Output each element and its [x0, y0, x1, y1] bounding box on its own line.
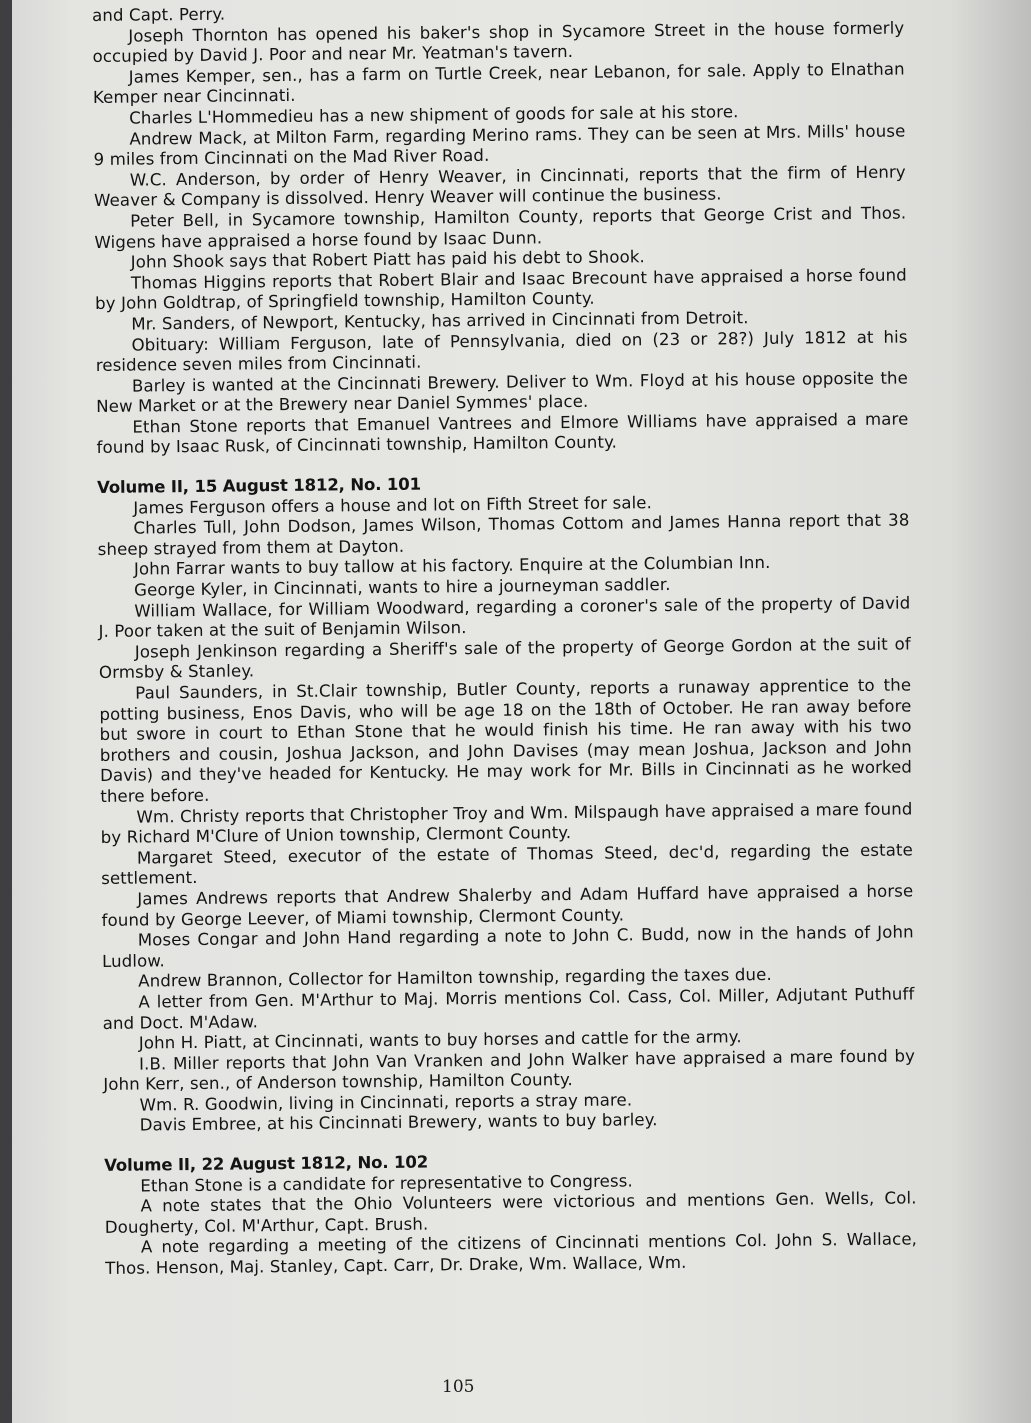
- entry: John Farrar wants to buy tallow at his factory. Enquire at the Columbian Inn.: [133, 553, 771, 580]
- text-column: [92, 0, 917, 1280]
- issue-heading: Volume II, 22 August 1812, No. 102: [104, 1152, 429, 1175]
- entry: Joseph Thornton has opened his baker's shop in Sycamore Street in the house formerly occupied by David J. Poor and near Mr. Yeatman's tavern.: [92, 18, 905, 67]
- book-page: [12, 0, 1031, 1423]
- entry: George Kyler, in Cincinnati, wants to hire a journeyman saddler.: [134, 575, 671, 600]
- entry: Moses Congar and John Hand regarding a note to John C. Budd, now in the hands of John Ludlow.: [101, 922, 914, 971]
- issue-heading: Volume II, 15 August 1812, No. 101: [96, 474, 421, 498]
- entry: Paul Saunders, in St.Clair township, Butler County, reports a runaway apprentice to the potting business, Enos Davis, who will be age 18 on the 18th of October. He ran away before but swore in court to Ethan Stone that he would finish his time. He ran away with his two brothers and cousin, Joshua Jackson, and John Davises (may mean Joshua, Jackson and John Davis) and they've headed for Kentucky. He may work for Mr. Bills in Cincinnati as he worked there before.: [99, 675, 913, 806]
- entry: Charles L'Hommedieu has a new shipment of goods for sale at his store.: [129, 102, 739, 128]
- entry: Ethan Stone is a candidate for representative to Congress.: [140, 1171, 633, 1196]
- entry: A letter from Gen. M'Arthur to Maj. Morris mentions Col. Cass, Col. Miller, Adjutant Puthuff and Doct. M'Adaw.: [102, 984, 915, 1033]
- entry: A note regarding a meeting of the citizens of Cincinnati mentions Col. John S. Wallace, Thos. Henson, Maj. Stanley, Capt. Carr, Dr. Drake, Wm. Wallace, Wm.: [105, 1229, 918, 1278]
- page-number: 105: [442, 1377, 475, 1397]
- entry: James Andrews reports that Andrew Shalerby and Adam Huffard have appraised a horse found by George Leever, of Miami township, Clermont County.: [101, 881, 914, 930]
- entry: Thomas Higgins reports that Robert Blair and Isaac Brecount have appraised a horse found by John Goldtrap, of Springfield township, Hamilton County.: [95, 265, 907, 314]
- entry: Wm. Christy reports that Christopher Troy and Wm. Milspaugh have appraised a mare found by Richard M'Clure of Union township, Clermont County.: [100, 799, 913, 848]
- entry: Andrew Brannon, Collector for Hamilton township, regarding the taxes due.: [138, 965, 772, 991]
- entry: W.C. Anderson, by order of Henry Weaver, in Cincinnati, reports that the firm of Henry Weaver & Company is dissolved. Henry Weaver will continue the business.: [93, 162, 906, 211]
- entry: A note states that the Ohio Volunteers were victorious and mentions Gen. Wells, Col. Dougherty, Col. M'Arthur, Capt. Brush.: [104, 1188, 917, 1237]
- entry: Andrew Mack, at Milton Farm, regarding Merino rams. They can be seen at Mrs. Mills' house 9 miles from Cincinnati on the Mad River Road.: [93, 121, 906, 170]
- entry: Wm. R. Goodwin, living in Cincinnati, reports a stray mare.: [139, 1090, 633, 1115]
- entry: Davis Embree, at his Cincinnati Brewery, wants to buy barley.: [139, 1110, 658, 1136]
- entry: Joseph Jenkinson regarding a Sheriff's sale of the property of George Gordon at the suit of Ormsby & Stanley.: [98, 634, 911, 683]
- entry: Obituary: William Ferguson, late of Pennsylvania, died on (23 or 28?) July 1812 at his residence seven miles from Cincinnati.: [95, 326, 908, 376]
- entry: Peter Bell, in Sycamore township, Hamilton County, reports that George Crist and Thos. Wigens have appraised a horse found by Isaac Dunn.: [94, 203, 907, 252]
- entry: John Shook says that Robert Piatt has paid his debt to Shook.: [130, 247, 645, 272]
- entry: James Kemper, sen., has a farm on Turtle Creek, near Lebanon, for sale. Apply to Elnathan Kemper near Cincinnati.: [92, 59, 905, 108]
- entry: Margaret Steed, executor of the estate of Thomas Steed, dec'd, regarding the estate settlement.: [101, 840, 913, 889]
- entry: Barley is wanted at the Cincinnati Brewery. Deliver to Wm. Floyd at his house opposite the New Market or at the Brewery near Daniel Symmes' place.: [96, 368, 909, 417]
- entry: Charles Tull, John Dodson, James Wilson, Thomas Cottom and James Hanna report that 38 sheep strayed from them at Dayton.: [97, 510, 910, 559]
- entry: Mr. Sanders, of Newport, Kentucky, has arrived in Cincinnati from Detroit.: [131, 308, 749, 334]
- entry: John H. Piatt, at Cincinnati, wants to buy horses and cattle for the army.: [138, 1027, 742, 1053]
- entry: I.B. Miller reports that John Van Vranken and John Walker have appraised a mare found by John Kerr, sen., of Anderson township, Hamilton County.: [103, 1046, 916, 1095]
- entry: William Wallace, for William Woodward, regarding a coroner's sale of the property of David J. Poor taken at the suit of Benjamin Wilson.: [98, 593, 911, 642]
- entry-continuation: and Capt. Perry.: [92, 4, 226, 25]
- entry: James Ferguson offers a house and lot on Fifth Street for sale.: [133, 492, 653, 518]
- entry: Ethan Stone reports that Emanuel Vantrees and Elmore Williams have appraised a mare found by Isaac Rusk, of Cincinnati township, Hamilton County.: [96, 409, 909, 458]
